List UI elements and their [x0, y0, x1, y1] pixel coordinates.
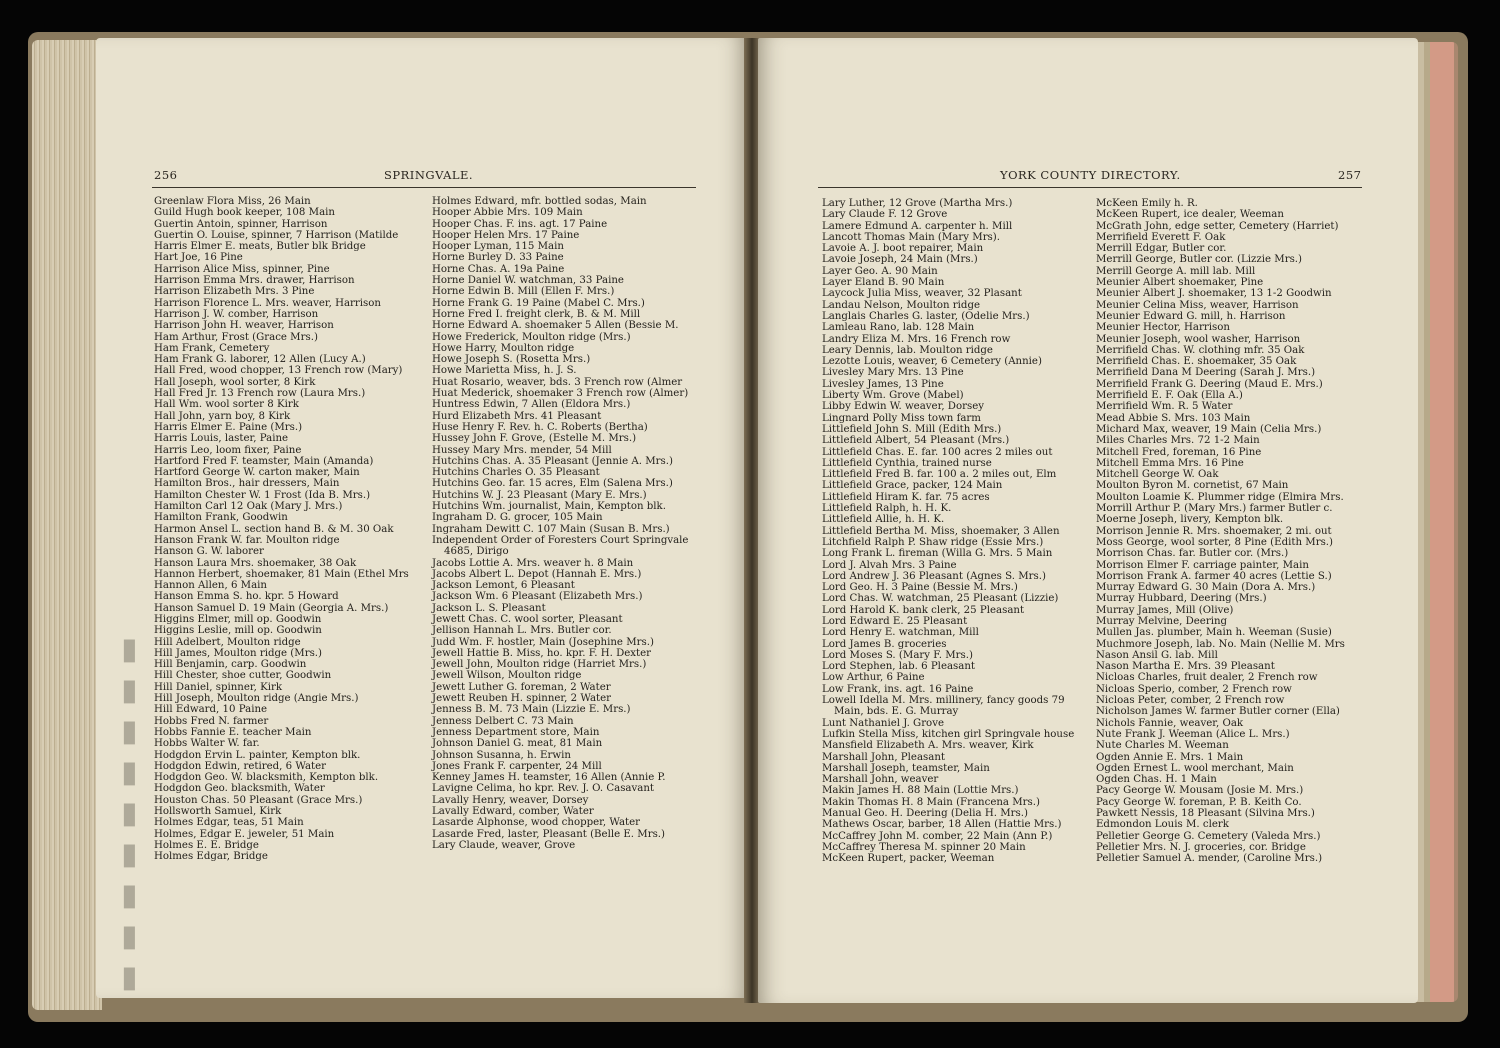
directory-entry: Mullen Jas. plumber, Main h. Weeman (Susie)	[1096, 627, 1332, 639]
directory-entry: Lamleau Rano, lab. 128 Main	[822, 322, 975, 334]
directory-entry: Harris Leo, loom fixer, Paine	[154, 444, 302, 456]
directory-entry: Merrifield Wm. R. 5 Water	[1096, 401, 1233, 413]
directory-entry: Huntress Edwin, 7 Allen (Eldora Mrs.)	[432, 399, 631, 411]
directory-entry: Lord Moses S. (Mary F. Mrs.)	[822, 649, 973, 661]
directory-entry: Jewell Wilson, Moulton ridge	[432, 670, 582, 682]
directory-entry: Hooper Abbie Mrs. 109 Main	[432, 207, 583, 219]
directory-entry: Morrill Arthur P. (Mary Mrs.) farmer Butler c.	[1096, 503, 1333, 515]
directory-entry: Harmon Ansel L. section hand B. & M. 30 Oak	[154, 523, 394, 535]
directory-entry: Jenness B. M. 73 Main (Lizzie E. Mrs.)	[432, 704, 631, 716]
directory-entry: Jewell John, Moulton ridge (Harriet Mrs.)	[432, 659, 647, 671]
directory-entry: Pawkett Nessis, 18 Pleasant (Silvina Mrs.)	[1096, 808, 1315, 820]
directory-entry: Hannon Herbert, shoemaker, 81 Main (Ethel Mrs	[154, 568, 409, 580]
directory-entry: Holmes Edgar, Bridge	[154, 851, 268, 863]
directory-entry: Ogden Chas. H. 1 Main	[1096, 774, 1217, 786]
directory-entry: Jenness Delbert C. 73 Main	[432, 715, 574, 727]
directory-entry: Littlefield John S. Mill (Edith Mrs.)	[822, 423, 1002, 435]
directory-entry: Horne Chas. A. 19a Paine	[432, 263, 565, 275]
directory-entry: Moerne Joseph, livery, Kempton blk.	[1096, 514, 1284, 526]
directory-entry: Muchmore Joseph, lab. No. Main (Nellie M. Mrs	[1096, 638, 1345, 650]
directory-entry: Hobbs Fannie E. teacher Main	[154, 726, 312, 738]
directory-entry: Hooper Helen Mrs. 17 Paine	[432, 229, 580, 241]
directory-entry: Horne Daniel W. watchman, 33 Paine	[432, 275, 624, 287]
directory-entry: Merrifield Everett F. Oak	[1096, 231, 1226, 243]
directory-entry: Judd Wm. F. hostler, Main (Josephine Mrs.)	[432, 636, 654, 648]
directory-entry: Higgins Leslie, mill op. Goodwin	[154, 625, 322, 637]
directory-entry: Lowell Idella M. Mrs. millinery, fancy goods 79	[822, 695, 1065, 707]
directory-entry: Nason Ansil G. lab. Mill	[1096, 649, 1218, 661]
directory-entry: Ogden Annie E. Mrs. 1 Main	[1096, 751, 1244, 763]
directory-entry: Huat Rosario, weaver, bds. 3 French row (Almer	[432, 376, 683, 388]
directory-entry: Makin Thomas H. 8 Main (Francena Mrs.)	[822, 796, 1040, 808]
header-rule	[152, 187, 696, 188]
directory-entry: Hollsworth Samuel, Kirk	[154, 806, 282, 818]
directory-column-right	[432, 196, 688, 851]
directory-entry: Livesley James, 13 Pine	[822, 378, 944, 390]
directory-entry: Johnson Daniel G. meat, 81 Main	[432, 738, 603, 750]
directory-entry: Hall Wm. wool sorter 8 Kirk	[154, 399, 299, 411]
directory-entry: Meunier Edward G. mill, h. Harrison	[1096, 310, 1286, 322]
directory-entry: Guild Hugh book keeper, 108 Main	[154, 207, 335, 219]
directory-entry: Makin James H. 88 Main (Lottie Mrs.)	[822, 785, 1019, 797]
directory-entry: Michard Max, weaver, 19 Main (Celia Mrs.)	[1096, 423, 1322, 435]
directory-entry: Horne Fred I. freight clerk, B. & M. Mill	[432, 308, 641, 320]
directory-entry: Lasarde Alphonse, wood chopper, Water	[432, 817, 641, 829]
directory-entry: Layer Geo. A. 90 Main	[822, 265, 938, 277]
directory-entry: Lufkin Stella Miss, kitchen girl Springvale house	[822, 728, 1075, 740]
directory-entry: Hutchins Chas. A. 35 Pleasant (Jennie A. Mrs.)	[432, 455, 673, 467]
directory-entry: Morrison Frank A. farmer 40 acres (Lettie S.)	[1096, 570, 1332, 582]
directory-entry: Lamere Edmund A. carpenter h. Mill	[822, 220, 1013, 232]
directory-entry: Ham Frank, Cemetery	[154, 342, 270, 354]
page-number: 257	[1338, 168, 1362, 182]
directory-entry: Hodgdon Geo. W. blacksmith, Kempton blk.	[154, 772, 379, 784]
directory-entry: Hanson Samuel D. 19 Main (Georgia A. Mrs.)	[154, 602, 389, 614]
bleed-through-stamp: ▮▮▮▮▮▮▮▮▮	[112, 629, 147, 998]
directory-entry: Merrill George A. mill lab. Mill	[1096, 265, 1256, 277]
directory-entry: Harris Elmer E. meats, Butler blk Bridge	[154, 241, 366, 253]
directory-entry: Merrifield E. F. Oak (Ella A.)	[1096, 390, 1243, 402]
directory-entry: Murray Hubbard, Deering (Mrs.)	[1096, 593, 1267, 605]
directory-entry: Hamilton Chester W. 1 Frost (Ida B. Mrs.)	[154, 489, 371, 501]
page-number: 256	[154, 168, 178, 182]
directory-entry: Howe Marietta Miss, h. J. S.	[432, 365, 577, 377]
directory-entry: Ham Frank G. laborer, 12 Allen (Lucy A.)	[154, 354, 366, 366]
directory-entry: Merrifield Chas. W. clothing mfr. 35 Oak	[1096, 344, 1305, 356]
directory-entry: Marshall John, Pleasant	[822, 751, 945, 763]
directory-entry: McKeen Rupert, ice dealer, Weeman	[1096, 209, 1284, 221]
directory-entry: Horne Frank G. 19 Paine (Mabel C. Mrs.)	[432, 297, 645, 309]
directory-entry: Hanson Frank W. far. Moulton ridge	[154, 534, 340, 546]
directory-entry: Hill James, Moulton ridge (Mrs.)	[154, 647, 323, 659]
directory-entry: Low Frank, ins. agt. 16 Paine	[822, 683, 974, 695]
directory-entry: Jewett Chas. C. wool sorter, Pleasant	[432, 613, 623, 625]
directory-entry: Nicloas Charles, fruit dealer, 2 French row	[1096, 672, 1318, 684]
directory-entry: Pelletier George G. Cemetery (Valeda Mrs.)	[1096, 830, 1321, 842]
directory-entry: Hall Fred Jr. 13 French row (Laura Mrs.)	[154, 388, 366, 400]
directory-entry: Morrison Jennie R. Mrs. shoemaker, 2 mi. out	[1096, 525, 1332, 537]
directory-entry: McCaffrey John M. comber, 22 Main (Ann P.)	[822, 830, 1053, 842]
directory-entry: Littlefield Chas. E. far. 100 acres 2 miles out	[822, 446, 1053, 458]
directory-entry: Lord Andrew J. 36 Pleasant (Agnes S. Mrs.)	[822, 570, 1046, 582]
directory-entry: Hodgdon Geo. blacksmith, Water	[154, 783, 325, 795]
directory-entry: McKeen Rupert, packer, Weeman	[822, 853, 995, 865]
directory-entry: Horne Edwin B. Mill (Ellen F. Mrs.)	[432, 286, 615, 298]
directory-entry: Jackson Wm. 6 Pleasant (Elizabeth Mrs.)	[432, 591, 643, 603]
directory-entry: Hodgdon Ervin L. painter, Kempton blk.	[154, 749, 361, 761]
directory-entry: Guertin Antoin, spinner, Harrison	[154, 218, 328, 230]
directory-entry: Pelletier Samuel A. mender, (Caroline Mrs.)	[1096, 853, 1323, 865]
directory-entry: Holmes Edward, mfr. bottled sodas, Main	[432, 196, 647, 207]
directory-entry: Ham Arthur, Frost (Grace Mrs.)	[154, 331, 318, 343]
directory-entry: Edmondon Louis M. clerk	[1096, 819, 1229, 831]
directory-entry: Houston Chas. 50 Pleasant (Grace Mrs.)	[154, 794, 363, 806]
directory-entry: Harrison Florence L. Mrs. weaver, Harrison	[154, 297, 381, 309]
directory-entry: McCaffrey Theresa M. spinner 20 Main	[822, 841, 1026, 853]
directory-entry: Hill Daniel, spinner, Kirk	[154, 681, 283, 693]
directory-entry: Meunier Hector, Harrison	[1096, 322, 1230, 334]
directory-entry: Littlefield Allie, h. H. K.	[822, 514, 945, 526]
directory-entry: Guertin O. Louise, spinner, 7 Harrison (Matilde	[154, 229, 399, 241]
directory-entry: Jewett Luther G. foreman, 2 Water	[432, 681, 611, 693]
directory-entry: Hanson G. W. laborer	[154, 546, 264, 558]
directory-entry: Lord Chas. W. watchman, 25 Pleasant (Lizzie)	[822, 593, 1059, 605]
directory-entry: Hill Benjamin, carp. Goodwin	[154, 659, 307, 671]
directory-entry: Meunier Celina Miss, weaver, Harrison	[1096, 299, 1299, 311]
directory-entry: Horne Edward A. shoemaker 5 Allen (Bessie M.	[432, 320, 679, 332]
directory-entry: Littlefield Bertha M. Miss, shoemaker, 3 Allen	[822, 525, 1060, 537]
directory-entry: Lasarde Fred, laster, Pleasant (Belle E. Mrs.)	[432, 828, 666, 840]
directory-entry: Murray James, Mill (Olive)	[1096, 604, 1234, 616]
directory-entry: Hartford George W. carton maker, Main	[154, 467, 360, 479]
running-head: SPRINGVALE.	[384, 168, 474, 182]
directory-entry: Howe Harry, Moulton ridge	[432, 342, 575, 354]
directory-entry: Littlefield Albert, 54 Pleasant (Mrs.)	[822, 435, 1010, 447]
directory-entry: Low Arthur, 6 Paine	[822, 672, 925, 684]
running-head: YORK COUNTY DIRECTORY.	[1000, 168, 1181, 182]
directory-entry: Hurd Elizabeth Mrs. 41 Pleasant	[432, 410, 602, 422]
directory-entry: Hamilton Bros., hair dressers, Main	[154, 478, 340, 490]
directory-entry: Moulton Byron M. cornetist, 67 Main	[1096, 480, 1289, 492]
directory-entry: Higgins Elmer, mill op. Goodwin	[154, 613, 322, 625]
directory-entry: Morrison Elmer F. carriage painter, Main	[1096, 559, 1309, 571]
directory-entry: Libby Edwin W. weaver, Dorsey	[822, 401, 984, 413]
directory-entry: Hannon Allen, 6 Main	[154, 580, 267, 592]
directory-entry: Marshall John, weaver	[822, 774, 939, 786]
directory-entry: Harrison Elizabeth Mrs. 3 Pine	[154, 286, 315, 298]
directory-entry: Meunier Albert J. shoemaker, 13 1-2 Goodwin	[1096, 288, 1332, 300]
directory-entry: Jewell Hattie B. Miss, ho. kpr. F. H. Dexter	[432, 647, 652, 659]
directory-entry: Lunt Nathaniel J. Grove	[822, 717, 944, 729]
directory-entry: Independent Order of Foresters Court Springvale	[432, 534, 689, 546]
directory-entry: Holmes E. E. Bridge	[154, 839, 259, 851]
directory-entry: Merrifield Chas. E. shoemaker, 35 Oak	[1096, 356, 1297, 368]
directory-entry: Lary Luther, 12 Grove (Martha Mrs.)	[822, 198, 1013, 209]
directory-entry: Littlefield Hiram K. far. 75 acres	[822, 491, 990, 503]
directory-entry: Huse Henry F. Rev. h. C. Roberts (Bertha)	[432, 421, 648, 433]
directory-entry: Jewett Reuben H. spinner, 2 Water	[432, 693, 612, 705]
directory-entry: Moss George, wool sorter, 8 Pine (Edith Mrs.)	[1096, 536, 1334, 548]
directory-entry: Merrifield Frank G. Deering (Maud E. Mrs.)	[1096, 378, 1323, 390]
directory-entry: Howe Joseph S. (Rosetta Mrs.)	[432, 354, 591, 366]
directory-entry: Kenney James H. teamster, 16 Allen (Annie P.	[432, 772, 666, 784]
directory-entry: Murray Melvine, Deering	[1096, 615, 1228, 627]
directory-entry: Hutchins Charles O. 35 Pleasant	[432, 467, 600, 479]
directory-entry: Lary Claude F. 12 Grove	[822, 209, 948, 221]
directory-entry: Hill Adelbert, Moulton ridge	[154, 636, 301, 648]
directory-entry: Jacobs Lottie A. Mrs. weaver h. 8 Main	[432, 557, 634, 569]
directory-entry: Merrill Edgar, Butler cor.	[1096, 243, 1227, 255]
directory-entry: Holmes Edgar, teas, 51 Main	[154, 817, 304, 829]
directory-entry: Hobbs Fred N. farmer	[154, 715, 269, 727]
directory-entry: Hooper Chas. F. ins. agt. 17 Paine	[432, 218, 608, 230]
directory-entry: Hooper Lyman, 115 Main	[432, 241, 564, 253]
directory-entry: Lary Claude, weaver, Grove	[432, 839, 576, 851]
directory-entry: Mead Abbie S. Mrs. 103 Main	[1096, 412, 1251, 424]
directory-entry: Littlefield Cynthia, trained nurse	[822, 457, 992, 469]
directory-entry: Hobbs Walter W. far.	[154, 738, 260, 750]
directory-entry: Lord Geo. H. 3 Paine (Bessie M. Mrs.)	[822, 582, 1018, 594]
directory-entry: Nicloas Sperio, comber, 2 French row	[1096, 683, 1292, 695]
directory-entry: Nichols Fannie, weaver, Oak	[1096, 717, 1244, 729]
directory-column-left	[822, 198, 1074, 865]
directory-entry: Mitchell George W. Oak	[1096, 469, 1219, 481]
directory-entry: Littlefield Ralph, h. H. K.	[822, 503, 952, 515]
directory-entry: Lavally Edward, comber, Water	[432, 806, 594, 818]
left-page	[96, 38, 746, 998]
directory-entry: Hanson Emma S. ho. kpr. 5 Howard	[154, 591, 339, 603]
directory-entry: Landau Nelson, Moulton ridge	[822, 299, 981, 311]
directory-entry: Hall Fred, wood chopper, 13 French row (Mary)	[154, 365, 403, 377]
directory-entry: 4685, Dirigo	[444, 546, 509, 558]
directory-entry: Holmes, Edgar E. jeweler, 51 Main	[154, 828, 335, 840]
directory-entry: Nicholson James W. farmer Butler corner (Ella)	[1096, 706, 1340, 718]
directory-entry: Moulton Loamie K. Plummer ridge (Elmira Mrs.	[1096, 491, 1344, 503]
directory-entry: Langlais Charles G. laster, (Odelie Mrs.)	[822, 310, 1030, 322]
directory-entry: Landry Eliza M. Mrs. 16 French row	[822, 333, 1011, 345]
directory-entry: Jones Frank F. carpenter, 24 Mill	[432, 760, 602, 772]
directory-entry: Littlefield Fred B. far. 100 a. 2 miles out, Elm	[822, 469, 1057, 481]
directory-entry: Lavigne Celima, ho kpr. Rev. J. O. Casavant	[432, 783, 654, 795]
directory-entry: Ogden Ernest L. wool merchant, Main	[1096, 762, 1294, 774]
directory-entry: Mathews Oscar, barber, 18 Allen (Hattie Mrs.)	[822, 819, 1062, 831]
directory-entry: Nute Charles M. Weeman	[1096, 740, 1229, 752]
directory-entry: Harrison John H. weaver, Harrison	[154, 320, 334, 332]
directory-entry: Hutchins Wm. journalist, Main, Kempton blk.	[432, 501, 666, 513]
directory-entry: Merrill George, Butler cor. (Lizzie Mrs.)	[1096, 254, 1303, 266]
directory-entry: Hill Joseph, Moulton ridge (Angie Mrs.)	[154, 693, 359, 705]
directory-entry: Mitchell Emma Mrs. 16 Pine	[1096, 457, 1244, 469]
directory-entry: Jackson Lemont, 6 Pleasant	[432, 580, 575, 592]
directory-entry: Hart Joe, 16 Pine	[154, 252, 243, 264]
directory-entry: Lord James B. groceries	[822, 638, 947, 650]
directory-entry: Litchfield Ralph P. Shaw ridge (Essie Mrs.)	[822, 536, 1044, 548]
directory-entry: Harris Louis, laster, Paine	[154, 433, 289, 445]
header-rule	[818, 187, 1362, 188]
directory-entry: Ingraham D. G. grocer, 105 Main	[432, 512, 603, 524]
directory-entry: Layer Eland B. 90 Main	[822, 277, 945, 289]
directory-entry: Hamilton Frank, Goodwin	[154, 512, 288, 524]
directory-column-left	[154, 196, 409, 863]
directory-entry: Hill Edward, 10 Paine	[154, 704, 268, 716]
directory-entry: Jacobs Albert L. Depot (Hannah E. Mrs.)	[432, 568, 642, 580]
directory-entry: Lord J. Alvah Mrs. 3 Paine	[822, 559, 957, 571]
directory-entry: Hill Chester, shoe cutter, Goodwin	[154, 670, 332, 682]
directory-entry: Ingraham Dewitt C. 107 Main (Susan B. Mrs.)	[432, 523, 670, 535]
directory-entry: Mitchell Fred, foreman, 16 Pine	[1096, 446, 1262, 458]
directory-entry: Harrison Alice Miss, spinner, Pine	[154, 263, 330, 275]
directory-entry: Harris Elmer E. Paine (Mrs.)	[154, 421, 303, 433]
directory-entry: Nason Martha E. Mrs. 39 Pleasant	[1096, 661, 1275, 673]
directory-entry: Jenness Department store, Main	[432, 726, 600, 738]
directory-entry: Long Frank L. fireman (Willa G. Mrs. 5 Main	[822, 548, 1053, 560]
directory-entry: McKeen Emily h. R.	[1096, 198, 1198, 209]
directory-entry: Mansfield Elizabeth A. Mrs. weaver, Kirk	[822, 740, 1034, 752]
left-page-edges	[32, 40, 102, 1010]
right-page	[758, 38, 1418, 1003]
directory-entry: Harrison Emma Mrs. drawer, Harrison	[154, 275, 355, 287]
directory-entry: Hall Joseph, wool sorter, 8 Kirk	[154, 376, 316, 388]
directory-entry: Howe Frederick, Moulton ridge (Mrs.)	[432, 331, 631, 343]
directory-entry: Lancott Thomas Main (Mary Mrs).	[822, 231, 1001, 243]
directory-entry: Main, bds. E. G. Murray	[834, 706, 959, 718]
directory-entry: Hall John, yarn boy, 8 Kirk	[154, 410, 291, 422]
directory-entry: Jackson L. S. Pleasant	[432, 602, 546, 614]
directory-entry: Nicloas Peter, comber, 2 French row	[1096, 695, 1285, 707]
directory-entry: Hussey Mary Mrs. mender, 54 Mill	[432, 444, 612, 456]
directory-entry: Huat Mederick, shoemaker 3 French row (Almer)	[432, 388, 689, 400]
directory-entry: Lavoie Joseph, 24 Main (Mrs.)	[822, 254, 978, 266]
directory-entry: Pelletier Mrs. N. J. groceries, cor. Bridge	[1096, 841, 1306, 853]
directory-entry: Laycock Julia Miss, weaver, 32 Plasant	[822, 288, 1022, 300]
directory-entry: Nute Frank J. Weeman (Alice L. Mrs.)	[1096, 728, 1290, 740]
directory-entry: Pacy George W. foreman, P. B. Keith Co.	[1096, 796, 1302, 808]
directory-entry: Miles Charles Mrs. 72 1-2 Main	[1096, 435, 1260, 447]
directory-entry: Lord Stephen, lab. 6 Pleasant	[822, 661, 976, 673]
directory-entry: Hartford Fred F. teamster, Main (Amanda)	[154, 455, 374, 467]
directory-entry: Marshall Joseph, teamster, Main	[822, 762, 990, 774]
directory-entry: Hanson Laura Mrs. shoemaker, 38 Oak	[154, 557, 357, 569]
directory-entry: Meunier Albert shoemaker, Pine	[1096, 277, 1264, 289]
directory-column-right	[1096, 198, 1345, 865]
directory-entry: Hussey John F. Grove, (Estelle M. Mrs.)	[432, 433, 637, 445]
directory-entry: Hodgdon Edwin, retired, 6 Water	[154, 760, 327, 772]
directory-entry: Harrison J. W. comber, Harrison	[154, 308, 319, 320]
directory-entry: Lezotte Louis, weaver, 6 Cemetery (Annie)	[822, 356, 1042, 368]
directory-entry: Liberty Wm. Grove (Mabel)	[822, 390, 964, 402]
directory-entry: Lord Harold K. bank clerk, 25 Pleasant	[822, 604, 1025, 616]
directory-entry: Murray Edward G. 30 Main (Dora A. Mrs.)	[1096, 582, 1316, 594]
directory-entry: Livesley Mary Mrs. 13 Pine	[822, 367, 964, 379]
directory-entry: Morrison Chas. far. Butler cor. (Mrs.)	[1096, 548, 1289, 560]
directory-entry: Lavally Henry, weaver, Dorsey	[432, 794, 589, 806]
directory-entry: Jellison Hannah L. Mrs. Butler cor.	[432, 625, 612, 637]
directory-entry: Lord Henry E. watchman, Mill	[822, 627, 979, 639]
directory-entry: Johnson Susanna, h. Erwin	[432, 749, 571, 761]
directory-entry: Horne Burley D. 33 Paine	[432, 252, 564, 264]
directory-entry: Greenlaw Flora Miss, 26 Main	[154, 196, 311, 207]
directory-entry: Leary Dennis, lab. Moulton ridge	[822, 344, 993, 356]
directory-entry: Meunier Joseph, wool washer, Harrison	[1096, 333, 1301, 345]
directory-entry: Lord Edward E. 25 Pleasant	[822, 615, 968, 627]
directory-entry: McGrath John, edge setter, Cemetery (Harriet)	[1096, 220, 1339, 232]
directory-entry: Littlefield Grace, packer, 124 Main	[822, 480, 1003, 492]
directory-entry: Hutchins Geo. far. 15 acres, Elm (Salena Mrs.)	[432, 478, 673, 490]
directory-entry: Hamilton Carl 12 Oak (Mary J. Mrs.)	[154, 501, 343, 513]
directory-entry: Merrifield Dana M Deering (Sarah J. Mrs.)	[1096, 367, 1316, 379]
directory-entry: Lavoie A. J. boot repairer, Main	[822, 243, 984, 255]
directory-entry: Hutchins W. J. 23 Pleasant (Mary E. Mrs.)	[432, 489, 647, 501]
directory-entry: Pacy George W. Mousam (Josie M. Mrs.)	[1096, 785, 1304, 797]
directory-entry: Lingnard Polly Miss town farm	[822, 412, 981, 424]
directory-entry: Manual Geo. H. Deering (Delia H. Mrs.)	[822, 808, 1028, 820]
